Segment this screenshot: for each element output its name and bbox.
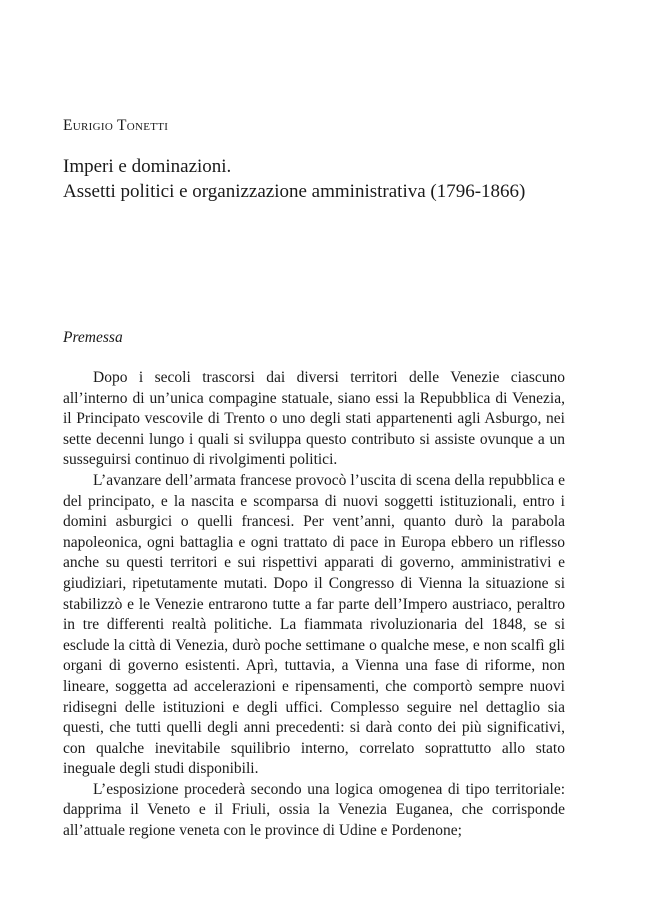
chapter-title-line-2: Assetti politici e organizzazione amministrativa (1796-1866): [63, 181, 526, 202]
body-text: [63, 368, 565, 842]
author-name: Eurigio Tonetti: [63, 117, 169, 134]
paragraph: L’esposizione procederà secondo una logica omogenea di tipo territoriale: dapprima il Veneto e il Friuli, ossia la Venezia Euganea, che corrisponde all’attuale regione veneta con le province di Udine e Pordenone;: [63, 780, 565, 840]
paragraph: L’avanzare dell’armata francese provocò l’uscita di scena della repubblica e del principato, e la nascita e scomparsa di nuovi soggetti istituzionali, entro i domini asburgici o quelli francesi. Per vent’anni, quanto durò la parabola napoleonica, ogni battaglia e ogni trattato di pace in Europa ebbero un riflesso anche su questi territori e sui rispettivi apparati di governo, amministrativi e giudiziari, ripetutamente mutati. Dopo il Congresso di Vienna la situazione si stabilizzò e le Venezie entrarono tutte a far parte dell’Impero austriaco, peraltro in tre differenti realtà politiche. La fiammata rivoluzionaria del 1848, se si esclude la città di Venezia, durò poche settimane o qualche mese, e non scalfì gli organi di governo esistenti. Aprì, tuttavia, a Vienna una fase di riforme, non lineare, soggetta ad accelerazioni e ripensamenti, che comportò sempre nuovi ridisegni delle istituzioni e degli uffici. Complesso seguire nel dettaglio sia questi, che tutti quelli degli anni precedenti: si darà conto dei più significativi, con qualche inevitabile squilibrio interno, correlato soprattutto allo stato ineguale degli studi disponibili.: [63, 471, 565, 778]
chapter-title-line-1: Imperi e dominazioni.: [63, 156, 232, 177]
chapter-title: [63, 154, 623, 204]
section-heading: Premessa: [63, 329, 123, 346]
paragraph: Dopo i secoli trascorsi dai diversi territori delle Venezie ciascuno all’interno di un’unica compagine statuale, siano essi la Repubblica di Venezia, il Principato vescovile di Trento o uno degli stati appartenenti agli Asburgo, nei sette decenni lungo i quali si sviluppa questo contributo si assiste ovunque a un susseguirsi continuo di rivolgimenti politici.: [63, 369, 565, 469]
